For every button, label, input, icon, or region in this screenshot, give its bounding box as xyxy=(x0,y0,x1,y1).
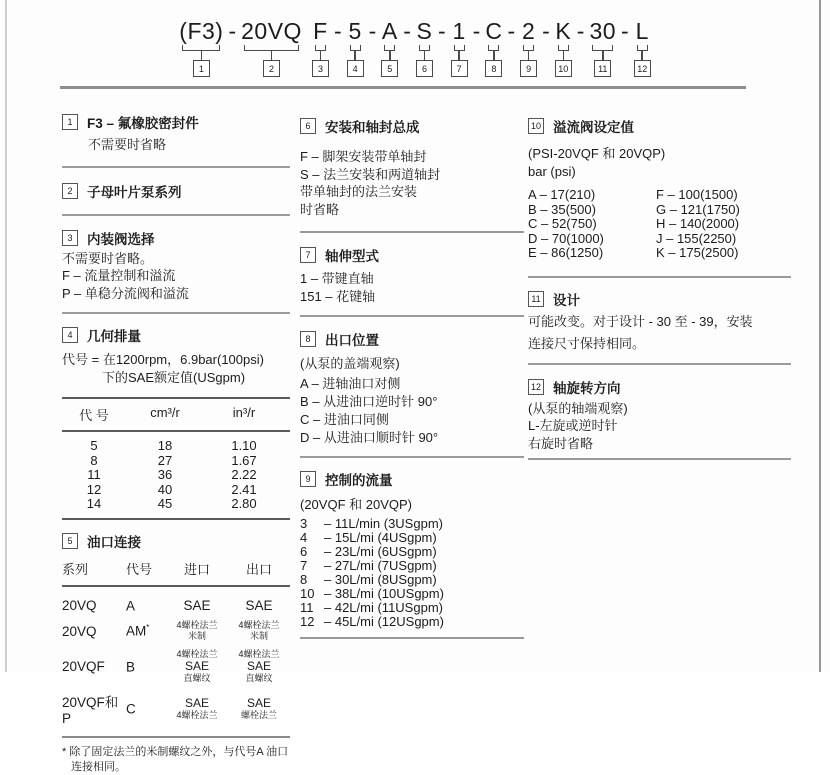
pressure-item: C – 52(750) xyxy=(528,217,656,232)
code-separator: - xyxy=(223,18,241,44)
cell-line: 直螺纹 xyxy=(228,673,290,684)
section-header xyxy=(300,469,524,489)
segment-text: 1 xyxy=(452,18,465,44)
section-number-box: 8 xyxy=(300,331,316,347)
pressure-item: K – 175(2500) xyxy=(656,246,740,261)
body-line: D – 从进油口顺时针 90° xyxy=(300,429,524,447)
section-title: 几何排量 xyxy=(87,325,141,345)
section-header xyxy=(300,245,524,265)
segment-number-box: 2 xyxy=(263,60,280,77)
bracket-stem xyxy=(528,51,530,60)
section-title: F3 – 氟橡胶密封件 xyxy=(87,112,199,132)
section-title: 溢流阀设定值 xyxy=(553,116,634,136)
cell: 40 xyxy=(126,483,204,498)
cell-line: 米制 xyxy=(228,631,290,642)
flow-code: 10 xyxy=(300,587,324,601)
section-title: 油口连接 xyxy=(87,531,141,551)
cell: 11 xyxy=(62,468,126,483)
cell: 45 xyxy=(126,497,204,512)
section-4-displacement xyxy=(62,314,290,520)
section-header xyxy=(528,116,791,136)
footnote-line: * 除了固定法兰的米制螺纹之外，与代号A 油口 xyxy=(62,745,290,760)
cell-line: SAE xyxy=(228,697,290,710)
flow-code: 8 xyxy=(300,573,324,587)
pressure-item: J – 155(2250) xyxy=(656,232,740,247)
body-line: 可能改变。对于设计 - 30 至 - 39，安装 xyxy=(528,311,791,333)
section-number-box: 5 xyxy=(62,533,78,549)
section-12-rotation xyxy=(528,365,791,453)
flow-code: 6 xyxy=(300,545,324,559)
model-code-segment-12 xyxy=(634,18,651,77)
section-number-box: 11 xyxy=(528,291,544,307)
code-separator: - xyxy=(433,18,451,44)
body-line: B – 从进油口逆时针 90° xyxy=(300,393,524,411)
table-row xyxy=(62,598,290,614)
body-line: 连接尺寸保持相同。 xyxy=(528,333,791,355)
bracket-stem xyxy=(320,51,322,60)
section-title: 轴旋转方向 xyxy=(553,377,621,397)
cell-line: 螺栓法兰 xyxy=(228,710,290,721)
section-divider xyxy=(528,458,791,460)
body-line: 1 – 带键直轴 xyxy=(300,270,524,288)
body-line: P – 单稳分流阀和溢流 xyxy=(62,285,290,303)
section-header xyxy=(528,289,791,309)
pressure-column-1 xyxy=(528,188,656,261)
header-divider xyxy=(60,86,746,89)
footnote-line: 连接相同。 xyxy=(62,760,290,775)
body-line: 151 – 花键轴 xyxy=(300,288,524,306)
cell: 27 xyxy=(126,454,204,469)
section-subtitle: (从泵的盖端观察) xyxy=(300,355,524,373)
header-inlet: 进口 xyxy=(166,559,228,578)
code-text: B xyxy=(126,659,135,674)
section-title: 内装阀选择 xyxy=(87,228,155,248)
model-code-segment-4 xyxy=(347,18,364,77)
table-row xyxy=(62,439,290,454)
segment-text: 20VQ xyxy=(241,18,302,44)
code-separator: - xyxy=(364,18,382,44)
body-line: F – 流量控制和溢流 xyxy=(62,267,290,285)
cell-code xyxy=(126,659,166,675)
right-column xyxy=(528,96,791,460)
flow-item xyxy=(300,601,524,615)
section-5-ports xyxy=(62,520,290,775)
cell-code xyxy=(126,598,166,614)
bracket-stem xyxy=(271,51,273,60)
body-line: 时省略 xyxy=(300,201,524,219)
cell-line: 4螺栓法兰 xyxy=(166,620,228,631)
header-outlet: 出口 xyxy=(228,559,290,578)
flow-item xyxy=(300,545,524,559)
pressure-item: F – 100(1500) xyxy=(656,188,740,203)
section-number-box: 3 xyxy=(62,230,78,246)
cell-outlet xyxy=(228,697,290,721)
model-code-segment-1 xyxy=(179,18,223,77)
model-code-segment-8 xyxy=(485,18,502,77)
segment-number-box: 11 xyxy=(594,60,611,77)
cell: 36 xyxy=(126,468,204,483)
pressure-item: A – 17(210) xyxy=(528,188,656,203)
cell-series: 20VQ xyxy=(62,598,126,613)
pressure-settings xyxy=(528,188,791,261)
body-line: F – 脚架安装带单轴封 xyxy=(300,148,524,166)
model-code-segment-5 xyxy=(381,18,398,77)
middle-column xyxy=(300,96,524,639)
section-number-box: 2 xyxy=(62,183,78,199)
flow-code: 7 xyxy=(300,559,324,573)
table-row xyxy=(62,691,290,726)
body-line: S – 法兰安装和两道轴封 xyxy=(300,166,524,184)
cell-line: 直螺纹 xyxy=(166,673,228,684)
segment-number-box: 8 xyxy=(485,60,502,77)
bracket-stem xyxy=(641,51,643,60)
cell-series: 20VQF xyxy=(62,659,126,674)
cell-inlet xyxy=(166,697,228,721)
section-title: 安装和轴封总成 xyxy=(325,116,420,136)
table-body xyxy=(62,432,290,518)
body-line: 代号 = 在1200rpm，6.9bar(100psi) xyxy=(62,351,290,369)
bracket-stem xyxy=(563,51,565,60)
body-line: 下的SAE额定值(USgpm) xyxy=(62,369,290,387)
flow-item xyxy=(300,573,524,587)
section-subtitle: bar (psi) xyxy=(528,163,791,181)
section-subtitle: (PSI-20VQF 和 20VQP) xyxy=(528,145,791,163)
pressure-item: G – 121(1750) xyxy=(656,203,740,218)
page-left-border xyxy=(5,0,7,672)
body-line: L-左旋或逆时针 xyxy=(528,417,791,435)
section-header xyxy=(62,112,290,132)
segment-text: 5 xyxy=(348,18,361,44)
body-line: C – 进油口同侧 xyxy=(300,411,524,429)
cell: 5 xyxy=(62,439,126,454)
cell-code xyxy=(126,623,166,639)
section-header xyxy=(62,228,290,248)
left-column xyxy=(62,96,290,775)
section-11-design xyxy=(528,278,791,355)
body-line: 不需要时省略。 xyxy=(62,250,290,268)
flow-item xyxy=(300,559,524,573)
pressure-item: B – 35(500) xyxy=(528,203,656,218)
section-number-box: 4 xyxy=(62,327,78,343)
pressure-item: D – 70(1000) xyxy=(528,232,656,247)
cell: 1.67 xyxy=(204,454,284,469)
section-title: 轴伸型式 xyxy=(325,245,379,265)
cell: 2.22 xyxy=(204,468,284,483)
code-text: A xyxy=(126,598,135,613)
table-row xyxy=(62,649,290,684)
section-number-box: 10 xyxy=(528,118,544,134)
cell-line: SAE xyxy=(166,697,228,710)
cell: 2.80 xyxy=(204,497,284,512)
cell-line: 米制 xyxy=(166,631,228,642)
model-code-segment-6 xyxy=(416,18,433,77)
cell-code xyxy=(126,701,166,717)
segment-number-box: 6 xyxy=(416,60,433,77)
pressure-item: E – 86(1250) xyxy=(528,246,656,261)
segment-number-box: 4 xyxy=(347,60,364,77)
body-line: 不需要时省略 xyxy=(62,136,290,154)
bracket-stem xyxy=(354,51,356,60)
segment-number-box: 7 xyxy=(451,60,468,77)
section-9-flow xyxy=(300,458,524,630)
segment-text: S xyxy=(417,18,433,44)
section-divider xyxy=(300,637,524,639)
segment-text: 30 xyxy=(589,18,616,44)
model-code-segment-11 xyxy=(589,18,616,77)
table-row xyxy=(62,454,290,469)
bracket-stem xyxy=(602,51,604,60)
table-header-row xyxy=(62,551,290,585)
flow-desc: – 42L/mi (11USgpm) xyxy=(324,601,443,615)
section-3-valve xyxy=(62,216,290,303)
body-line: 右旋时省略 xyxy=(528,435,791,453)
flow-item xyxy=(300,531,524,545)
segment-text: L xyxy=(636,18,649,44)
table-row xyxy=(62,497,290,512)
section-number-box: 1 xyxy=(62,114,78,130)
section-header xyxy=(300,329,524,349)
bracket-stem xyxy=(493,51,495,60)
segment-number-box: 9 xyxy=(520,60,537,77)
segment-text: (F3) xyxy=(179,18,223,44)
segment-number-box: 1 xyxy=(193,60,210,77)
cell: 1.10 xyxy=(204,439,284,454)
bracket-stem xyxy=(389,51,391,60)
code-text: AM xyxy=(126,624,146,639)
table-row xyxy=(62,620,290,642)
section-title: 设计 xyxy=(553,289,580,309)
segment-text: A xyxy=(382,18,398,44)
cell: 8 xyxy=(62,454,126,469)
section-2-series xyxy=(62,168,290,201)
cell: 18 xyxy=(126,439,204,454)
segment-text: C xyxy=(485,18,502,44)
code-separator: - xyxy=(468,18,486,44)
body-line: 带单轴封的法兰安装 xyxy=(300,183,524,201)
cell-line: 4螺栓法兰 xyxy=(228,620,290,631)
header-series: 系列 xyxy=(62,559,126,578)
section-header xyxy=(528,377,791,397)
cell-outlet xyxy=(228,649,290,684)
model-code-diagram xyxy=(0,18,830,77)
section-header xyxy=(62,181,290,201)
section-header xyxy=(62,325,290,345)
flow-item xyxy=(300,587,524,601)
section-number-box: 6 xyxy=(300,118,316,134)
section-6-mounting xyxy=(300,96,524,218)
section-number-box: 7 xyxy=(300,247,316,263)
cell-outlet xyxy=(228,620,290,642)
code-separator: - xyxy=(329,18,347,44)
model-code-segment-7 xyxy=(451,18,468,77)
body-line: A – 进轴油口对侧 xyxy=(300,375,524,393)
section-1-seals xyxy=(62,96,290,154)
flow-desc: – 45L/mi (12USgpm) xyxy=(324,615,444,629)
flow-item xyxy=(300,517,524,531)
code-separator: - xyxy=(616,18,634,44)
code-sup: * xyxy=(146,623,149,632)
segment-number-box: 3 xyxy=(312,60,329,77)
cell-series: 20VQF和P xyxy=(62,691,126,726)
code-separator: - xyxy=(572,18,590,44)
displacement-table xyxy=(62,397,290,520)
section-header xyxy=(300,116,524,136)
flow-desc: – 15L/mi (4USgpm) xyxy=(324,531,437,545)
flow-desc: – 38L/mi (10USgpm) xyxy=(324,587,444,601)
footnote xyxy=(62,738,290,775)
pressure-item: H – 140(2000) xyxy=(656,217,740,232)
bracket-stem xyxy=(201,51,203,60)
section-10-relief xyxy=(528,96,791,261)
code-separator: - xyxy=(398,18,416,44)
cell-line: SAE xyxy=(166,660,228,673)
pressure-column-2 xyxy=(656,188,740,261)
cell: 14 xyxy=(62,497,126,512)
flow-desc: – 11L/min (3USgpm) xyxy=(324,517,443,531)
header-cm3r: cm³/r xyxy=(126,405,204,424)
segment-number-box: 5 xyxy=(381,60,398,77)
table-rule xyxy=(62,585,290,587)
code-separator: - xyxy=(502,18,520,44)
code-text: C xyxy=(126,701,136,716)
section-subtitle: (20VQF 和 20VQP) xyxy=(300,496,524,514)
code-separator: - xyxy=(537,18,555,44)
section-number-box: 9 xyxy=(300,471,316,487)
section-header xyxy=(62,531,290,551)
section-title: 出口位置 xyxy=(325,329,379,349)
bracket-stem xyxy=(458,51,460,60)
port-table xyxy=(62,551,290,739)
flow-item xyxy=(300,615,524,629)
flow-code: 12 xyxy=(300,615,324,629)
cell-line: 4螺栓法兰 xyxy=(166,710,228,721)
flow-desc: – 27L/mi (7USgpm) xyxy=(324,559,437,573)
header-in3r: in³/r xyxy=(204,405,284,424)
section-title: 子母叶片泵系列 xyxy=(87,181,182,201)
header-code: 代号 xyxy=(126,559,166,578)
cell-line: 4螺栓法兰 xyxy=(166,649,228,660)
model-code-segment-2 xyxy=(241,18,302,77)
section-title: 控制的流量 xyxy=(325,469,393,489)
cell-inlet xyxy=(166,649,228,684)
flow-desc: – 23L/mi (6USgpm) xyxy=(324,545,437,559)
cell-inlet: SAE xyxy=(166,598,228,613)
body-line: (从泵的轴端观察) xyxy=(528,400,791,418)
model-code-segment-10 xyxy=(555,18,572,77)
table-row xyxy=(62,468,290,483)
section-number-box: 12 xyxy=(528,379,544,395)
header-code: 代 号 xyxy=(62,405,126,424)
cell-line: SAE xyxy=(228,660,290,673)
cell-series: 20VQ xyxy=(62,624,126,639)
table-header-row xyxy=(62,399,290,430)
flow-code: 4 xyxy=(300,531,324,545)
section-7-shaft xyxy=(300,233,524,305)
flow-desc: – 30L/mi (8USgpm) xyxy=(324,573,437,587)
cell-line: 4螺栓法兰 xyxy=(228,649,290,660)
segment-text: F xyxy=(313,18,328,44)
cell-inlet xyxy=(166,620,228,642)
segment-text: 2 xyxy=(522,18,535,44)
segment-number-box: 10 xyxy=(555,60,572,77)
cell: 12 xyxy=(62,483,126,498)
cell: 2.41 xyxy=(204,483,284,498)
cell-outlet: SAE xyxy=(228,598,290,613)
segment-number-box: 12 xyxy=(634,60,651,77)
table-row xyxy=(62,483,290,498)
model-code-segment-9 xyxy=(520,18,537,77)
flow-code: 11 xyxy=(300,601,324,615)
flow-code: 3 xyxy=(300,517,324,531)
bracket-stem xyxy=(424,51,426,60)
segment-text: K xyxy=(555,18,571,44)
section-8-outlet-position xyxy=(300,317,524,447)
model-code-segment-3 xyxy=(312,18,329,77)
page-right-border xyxy=(819,0,821,672)
